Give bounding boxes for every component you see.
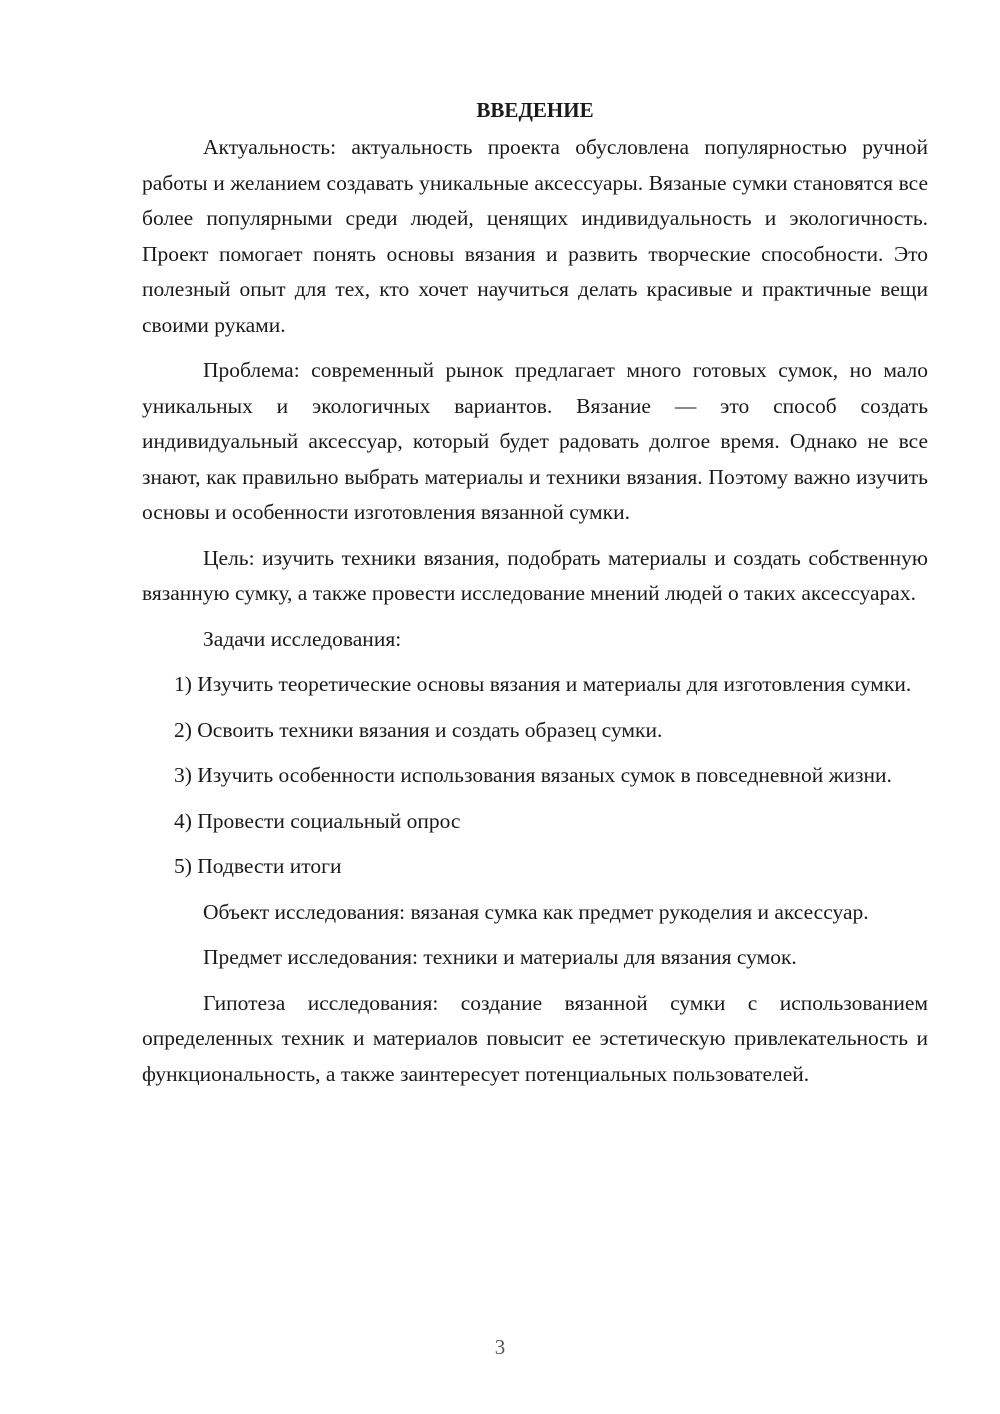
task-item-1: 1) Изучить теоретические основы вязания и материалы для изготовления сумки. [174,672,912,696]
paragraph-goal: Цель: изучить техники вязания, подобрать материалы и создать собственную вязанную сумку, а также провести исследование мнений людей о таких аксессуарах. [142,545,928,605]
paragraph-tasks-heading: Задачи исследования: [203,626,402,651]
paragraph-relevance: Актуальность: актуальность проекта обусловлена популярностью ручной работы и желанием создавать уникальные аксессуары. Вязаные сумки становятся все более популярными среди людей, ценящих индивидуальность и экологичность. Проект помогает понять основы вязания и развить творческие способности. Это полезный опыт для тех, кто хочет научиться делать красивые и практичные вещи своими руками. [142,135,928,337]
paragraph-hypothesis: Гипотеза исследования: создание вязанной сумки с использованием определенных техник и материалов повысит ее эстетическую привлекательность и функциональность, а также заинтересует потенциальных пользователей. [142,990,928,1086]
page-number: 3 [494,1335,506,1359]
task-item-4: 4) Провести социальный опрос [174,808,461,833]
paragraph-subject: Предмет исследования: техники и материалы для вязания сумок. [203,945,797,969]
page-title: ВВЕДЕНИЕ [476,98,594,122]
paragraph-problem: Проблема: современный рынок предлагает много готовых сумок, но мало уникальных и экологичных вариантов. Вязание — это способ создать индивидуальный аксессуар, который будет радовать долгое время. Однако не все знают, как правильно выбрать материалы и техники вязания. Поэтому важно изучить основы и особенности изготовления вязанной сумки. [142,358,928,524]
paragraph-object: Объект исследования: вязаная сумка как предмет рукоделия и аксессуар. [203,899,869,924]
document-page [142,94,928,1102]
task-item-5: 5) Подвести итоги [174,854,342,878]
task-item-3: 3) Изучить особенности использования вязаных сумок в повседневной жизни. [174,763,892,787]
task-item-2: 2) Освоить техники вязания и создать образец сумки. [174,717,663,742]
